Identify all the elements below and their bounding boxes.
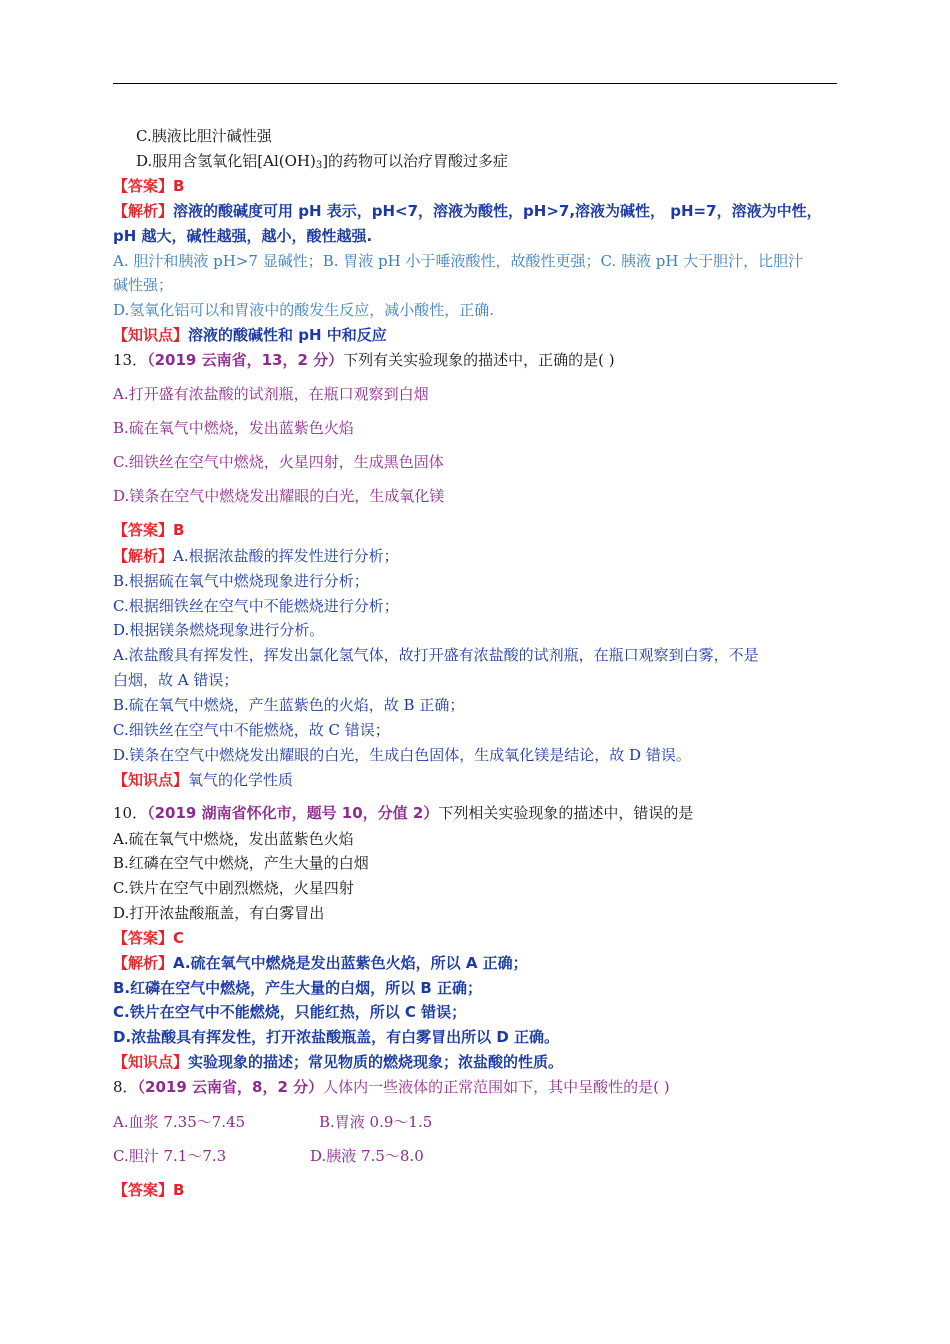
q13-option-a: A.打开盛有浓盐酸的试剂瓶，在瓶口观察到白烟 [113, 385, 429, 403]
q13-analysis-line: D.镁条在空气中燃烧发出耀眼的白光，生成白色固体，生成氧化镁是结论，故 D 错误。 [113, 746, 691, 764]
q13-analysis-line: A.浓盐酸具有挥发性，挥发出氯化氢气体，故打开盛有浓盐酸的试剂瓶，在瓶口观察到白雾，不是 [113, 646, 759, 664]
prev-explanation-3: D.氢氧化铝可以和胃液中的酸发生反应，减小酸性，正确. [113, 301, 495, 319]
q10-option-d: D.打开浓盐酸瓶盖，有白雾冒出 [113, 904, 325, 922]
q13-answer: 【答案】B [113, 521, 185, 539]
q13-knowledge-point: 【知识点】氧气的化学性质 [113, 771, 294, 789]
prev-explanation-1: A. 胆汁和胰液 pH>7 显碱性；B. 胃液 pH 小于唾液酸性，故酸性更强；C. 胰液 pH 大于胆汁，比胆汁 [113, 252, 804, 270]
prev-explanation-2: 碱性强； [113, 276, 174, 294]
q10-option-b: B.红磷在空气中燃烧，产生大量的白烟 [113, 854, 369, 872]
q13-analysis-line: B.硫在氧气中燃烧，产生蓝紫色的火焰，故 B 正确； [113, 696, 465, 714]
header-rule [113, 83, 837, 84]
q13-analysis-line: D.根据镁条燃烧现象进行分析。 [113, 621, 325, 639]
q10-analysis-line: B.红磷在空气中燃烧，产生大量的白烟，所以 B 正确； [113, 979, 483, 997]
q10-knowledge-point: 【知识点】实验现象的描述；常见物质的燃烧现象；浓盐酸的性质。 [113, 1053, 564, 1071]
q10-stem: 10．（2019 湖南省怀化市，题号 10，分值 2）下列相关实验现象的描述中，错误的是 [113, 804, 694, 822]
q13-option-c: C.细铁丝在空气中燃烧，火星四射，生成黑色固体 [113, 453, 444, 471]
prev-analysis: 【解析】溶液的酸碱度可用 pH 表示，pH<7，溶液为酸性，pH>7,溶液为碱性， pH=7，溶液为中性， [113, 202, 822, 220]
q10-analysis: 【解析】A.硫在氧气中燃烧是发出蓝紫色火焰，所以 A 正确； [113, 954, 528, 972]
q8-option-d: D.胰液 7.5～8.0 [310, 1147, 424, 1165]
prev-answer: 【答案】B [113, 177, 185, 195]
q13-option-b: B.硫在氧气中燃烧，发出蓝紫色火焰 [113, 419, 354, 437]
q10-analysis-line: D.浓盐酸具有挥发性，打开浓盐酸瓶盖，有白雾冒出所以 D 正确。 [113, 1028, 560, 1046]
q10-answer: 【答案】C [113, 929, 185, 947]
q13-analysis: 【解析】A.根据浓盐酸的挥发性进行分析； [113, 547, 399, 565]
q13-analysis-line: C.细铁丝在空气中不能燃烧，故 C 错误； [113, 721, 390, 739]
q8-option-b: B.胃液 0.9～1.5 [319, 1113, 433, 1131]
prev-option-d: D.服用含氢氧化铝$[Al(OH)_3]$的药物可以治疗胃酸过多症 [136, 152, 509, 171]
q10-analysis-line: C.铁片在空气中不能燃烧，只能红热，所以 C 错误； [113, 1003, 467, 1021]
q10-option-a: A.硫在氧气中燃烧，发出蓝紫色火焰 [113, 830, 354, 848]
q13-analysis-line: C.根据细铁丝在空气中不能燃烧进行分析； [113, 597, 399, 615]
q13-stem: 13．（2019 云南省，13，2 分）下列有关实验现象的描述中，正确的是( ) [113, 351, 615, 369]
q8-option-c: C.胆汁 7.1～7.3 [113, 1147, 227, 1165]
prev-knowledge-point: 【知识点】溶液的酸碱性和 pH 中和反应 [113, 326, 387, 344]
q8-stem: 8．（2019 云南省，8，2 分）人体内一些液体的正常范围如下，其中呈酸性的是( ) [113, 1078, 670, 1096]
q13-option-d: D.镁条在空气中燃烧发出耀眼的白光，生成氧化镁 [113, 487, 445, 505]
q13-analysis-line: B.根据硫在氧气中燃烧现象进行分析； [113, 572, 369, 590]
q10-option-c: C.铁片在空气中剧烈燃烧，火星四射 [113, 879, 354, 897]
prev-option-c: C.胰液比胆汁碱性强 [136, 127, 272, 145]
q8-answer: 【答案】B [113, 1181, 185, 1199]
q8-option-a: A.血浆 7.35～7.45 [113, 1113, 246, 1131]
prev-analysis-cont: pH 越大，碱性越强，越小，酸性越强. [113, 227, 373, 245]
q13-analysis-line: 白烟，故 A 错误； [113, 671, 239, 689]
